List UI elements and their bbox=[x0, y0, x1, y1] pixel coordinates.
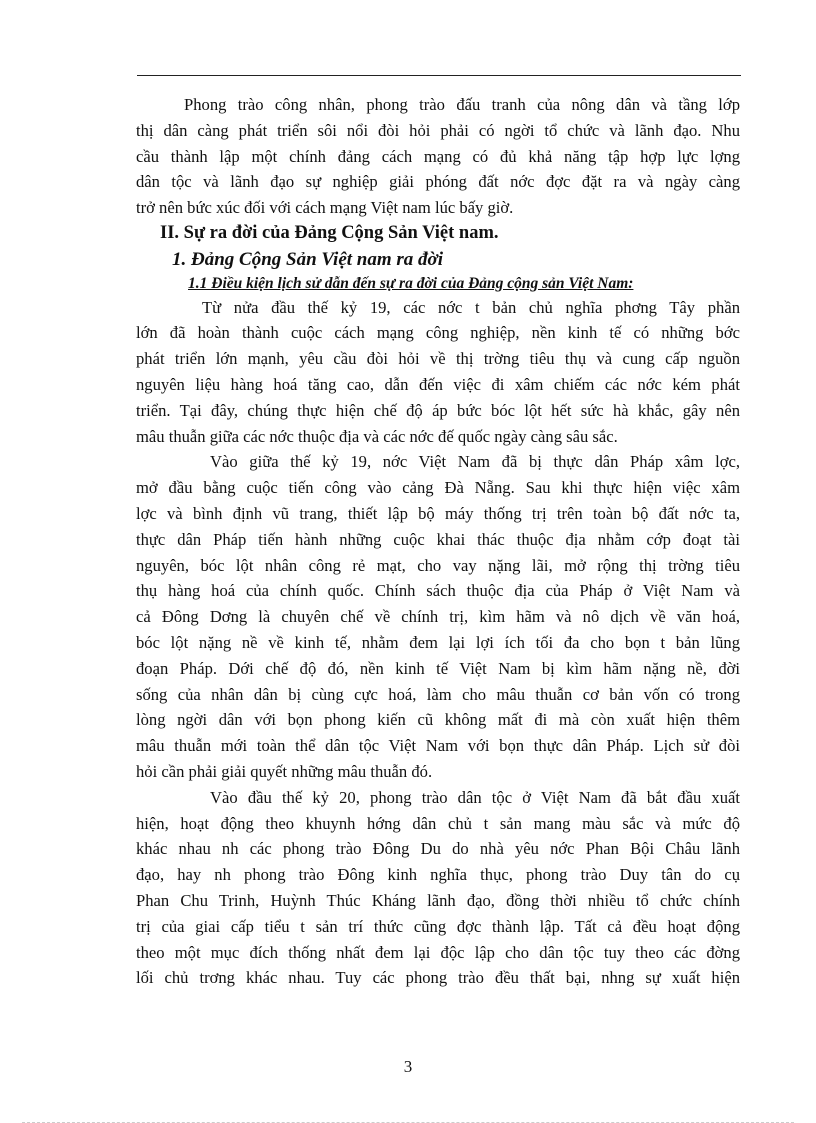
text-line: theo một mục đích thống nhất đem lại độc lập cho dân tộc tuy theo các đờng bbox=[136, 942, 740, 962]
page-number: 3 bbox=[403, 1057, 413, 1076]
text-line: lớn đã hoàn thành cuộc cách mạng công nghiệp, nền kinh tế có những bớc bbox=[136, 323, 740, 343]
text-line: cầu thành lập một chính đảng cách mạng có đủ khả năng tập hợp lực lợng bbox=[136, 146, 740, 166]
text-line: bóc lột nặng nề về kinh tế, nhằm đem lại lợi ích tối đa cho bọn t bản lũng bbox=[136, 632, 740, 652]
text-line: trị của giai cấp tiểu t sản trí thức cũng đợc thành lập. Tất cả đều hoạt động bbox=[136, 916, 740, 936]
section-heading: II. Sự ra đời của Đảng Cộng Sản Việt nam. bbox=[160, 222, 499, 243]
text-line: nguyên, bóc lột nhân công rẻ mạt, cho vay nặng lãi, mở rộng thị trờng tiêu bbox=[136, 555, 740, 575]
text-line: thực dân Pháp tiến hành những cuộc khai thác thuộc địa nhằm cớp đoạt tài bbox=[136, 529, 740, 549]
text-line: mâu thuẫn giữa các nớc thuộc địa và các nớc đế quốc ngày càng sâu sắc. bbox=[136, 426, 618, 446]
text-line: cả Đông Dơng là chuyên chế về chính trị, kìm hãm và nô dịch về văn hoá, bbox=[136, 607, 740, 627]
text-line: triển. Tại đây, chúng thực hiện chế độ áp bức bóc lột hết sức hà khắc, gây nên bbox=[136, 400, 740, 420]
text-line: khác nhau nh các phong trào Đông Du do nhà yêu nớc Phan Bội Châu lãnh bbox=[136, 839, 740, 859]
text-line: lối chủ trơng khác nhau. Tuy các phong trào đều thất bại, nhng sự xuất hiện bbox=[136, 968, 740, 988]
paragraph-4 bbox=[136, 785, 740, 991]
paragraph-2 bbox=[136, 295, 740, 450]
subsection-heading: 1. Đảng Cộng Sản Việt nam ra đời bbox=[172, 248, 443, 270]
text-line: hỏi cần phải giải quyết những mâu thuẫn đó. bbox=[136, 761, 433, 781]
text-line: dân tộc và lãnh đạo sự nghiệp giải phóng đất nớc đợc đặt ra và ngày càng bbox=[136, 172, 740, 192]
text-line: đoạn Pháp. Dới chế độ đó, nền kinh tế Việt Nam bị kìm hãm nặng nề, đời bbox=[136, 658, 740, 678]
paragraph-1 bbox=[136, 92, 740, 221]
text-line: sống của nhân dân bị cùng cực hoá, làm cho mâu thuẫn cơ bản vốn có trong bbox=[136, 684, 740, 704]
text-line: mở đầu bằng cuộc tiến công vào cảng Đà Nẵng. Sau khi thực hiện việc xâm bbox=[136, 478, 740, 498]
text-line: lợc và bình định vũ trang, thiết lập bộ máy thống trị trên toàn bộ đất nớc ta, bbox=[136, 503, 740, 523]
text-line: hiện, hoạt động theo khuynh hớng dân chủ t sản mang màu sắc và mức độ bbox=[136, 813, 740, 833]
text-line: Vào giữa thế kỷ 19, nớc Việt Nam đã bị thực dân Pháp xâm lợc, bbox=[210, 452, 740, 472]
text-line: Từ nửa đầu thế kỷ 19, các nớc t bản chủ nghĩa phơng Tây phần bbox=[202, 297, 740, 317]
text-line: mâu thuẫn mới toàn thể dân tộc Việt Nam với bọn thực dân Pháp. Lịch sử đòi bbox=[136, 736, 740, 756]
text-line: lòng ngời dân với bọn phong kiến cũ không mất đi mà còn xuất hiện thêm bbox=[136, 710, 740, 730]
text-line: Phan Chu Trinh, Huỳnh Thúc Kháng lãnh đạo, đồng thời nhiều tổ chức chính bbox=[136, 890, 740, 910]
header-rule bbox=[137, 75, 741, 76]
text-line: đạo, hay nh phong trào Đông kinh nghĩa thục, phong trào Duy tân do cụ bbox=[136, 865, 740, 885]
text-line: nguyên liệu hàng hoá tăng cao, dẫn đến việc đi xâm chiếm các nớc kém phát bbox=[136, 374, 740, 394]
text-line: thụ hàng hoá của chính quốc. Chính sách thuộc địa của Pháp ở Việt Nam và bbox=[136, 581, 740, 601]
text-line: thị dân càng phát triển sôi nổi đòi hỏi phải có ngời tổ chức và lãnh đạo. Nhu bbox=[136, 120, 740, 140]
text-line: trở nên bức xúc đối với cách mạng Việt nam lúc bấy giờ. bbox=[136, 198, 514, 218]
paragraph-3 bbox=[136, 449, 740, 784]
text-line: Vào đầu thế kỷ 20, phong trào dân tộc ở Việt Nam đã bắt đầu xuất bbox=[210, 787, 740, 807]
page-body bbox=[136, 92, 740, 991]
text-line: Phong trào công nhân, phong trào đấu tranh của nông dân và tầng lớp bbox=[184, 95, 740, 114]
text-line: phát triển lớn mạnh, yêu cầu đòi hỏi về thị trờng tiêu thụ và cung cấp nguồn bbox=[136, 349, 740, 369]
subsubsection-heading: 1.1 Điều kiện lịch sử dẫn đến sự ra đời của Đảng cộng sản Việt Nam: bbox=[188, 274, 634, 292]
